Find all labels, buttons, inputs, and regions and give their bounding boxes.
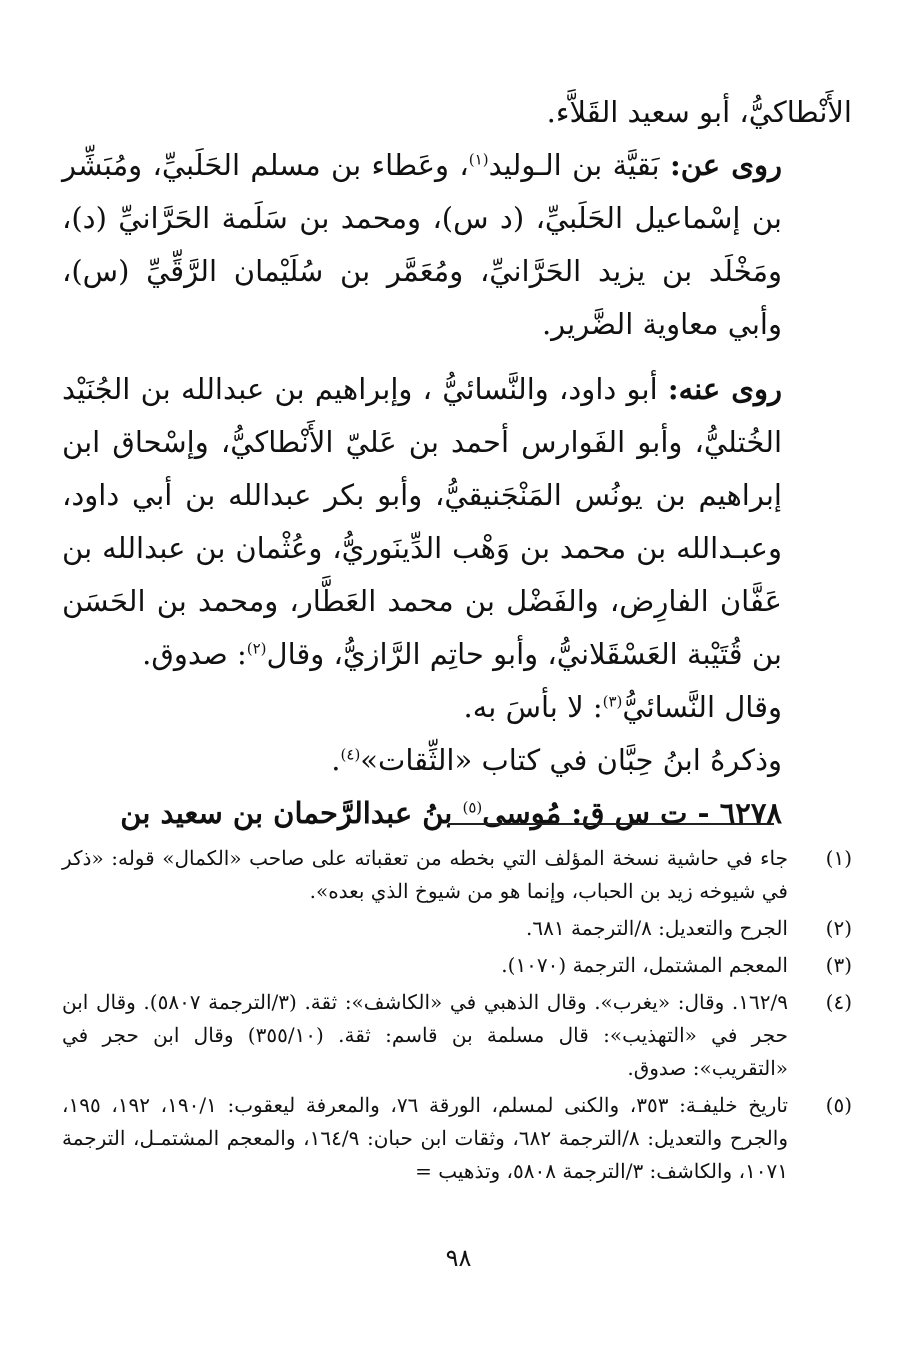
ibn-hibban-text: وذكرهُ ابنُ حِبَّان في كتاب «الثِّقات» bbox=[360, 743, 782, 777]
footnote-number: (٥) bbox=[825, 1093, 852, 1117]
footnote-ref: (١) bbox=[468, 150, 489, 169]
entry-number-and-name: ٦٢٧٨ - ت س ق: مُوسى bbox=[482, 796, 782, 830]
page-number: ٩٨ bbox=[445, 1244, 472, 1272]
footnote-number: (٤) bbox=[825, 990, 852, 1014]
footnote bbox=[62, 912, 852, 945]
footnote-text: جاء في حاشية نسخة المؤلف التي بخطه من تعقباته على صاحب «الكمال» قوله: «ذكر في شيوخه زيد بن الحباب، وإنما هو من شيوخ الذي بعده». bbox=[62, 846, 789, 903]
footnote-text: الجرح والتعديل: ٨/الترجمة ٦٨١. bbox=[526, 916, 788, 940]
intro-text: الأَنْطاكيُّ، أبو سعيد القَلاَّء. bbox=[546, 95, 852, 129]
narrated-by-label: روى عنه: bbox=[667, 372, 782, 406]
footnote-number: (٢) bbox=[825, 916, 852, 940]
footnote-number: (١) bbox=[825, 846, 852, 870]
footnote bbox=[62, 842, 852, 908]
ibn-hibban-end: . bbox=[331, 743, 341, 777]
footnote-number: (٣) bbox=[825, 953, 852, 977]
footnotes bbox=[62, 842, 852, 1192]
footnote-ref: (٥) bbox=[462, 798, 483, 817]
main-text bbox=[62, 86, 852, 840]
footnote-ref: (٢) bbox=[246, 639, 267, 658]
footnote-ref: (٣) bbox=[602, 692, 623, 711]
narrated-from-text-cont: ، وعَطاء بن مسلم الحَلَبيِّ، ومُبَشِّر بن إسْماعيل الحَلَبيِّ، (د س)، ومحمد بن سَلَمة الحَرَّانيِّ (د)، ومَخْلَد بن يزيد الحَرَّانيِّ، ومُعَمَّر بن سُلَيْمان الرَّقِّيِّ (س)، وأبي معاوية الضَّرير. bbox=[62, 148, 782, 341]
narrated-from-text: بَقيَّة بن الـوليد bbox=[488, 148, 660, 182]
narrated-by-text-cont: : صدوق. bbox=[142, 637, 247, 671]
footnote-divider bbox=[448, 823, 774, 825]
footnote-text: تاريخ خليفـة: ٣٥٣، والكنى لمسلم، الورقة ٧٦، والمعرفة ليعقوب: ١٩٠/١، ١٩٢، ١٩٥، والجرح والتعديل: ٨/الترجمة ٦٨٢، وثقات ابن حبان: ١٦٤/٩، والمعجم المشتمـل، الترجمة ١٠٧١، والكاشف: ٣/الترجمة ٥٨٠٨، وتذهيب = bbox=[62, 1093, 788, 1183]
narrated-from-paragraph bbox=[62, 139, 852, 351]
footnote bbox=[62, 949, 852, 982]
entry-heading-line bbox=[62, 787, 852, 840]
narrated-from-label: روى عن: bbox=[669, 148, 783, 182]
nasai-text-cont: : لا بأسَ به. bbox=[463, 690, 603, 724]
ibn-hibban-line bbox=[62, 734, 852, 787]
footnote-text: ١٦٢/٩. وقال: «يغرب». وقال الذهبي في «الكاشف»: ثقة. (٣/الترجمة ٥٨٠٧). وقال ابن حجر في «التهذيب»: قال مسلمة بن قاسم: ثقة. (٣٥٥/١٠) وقال ابن حجر في «التقريب»: صدوق. bbox=[62, 990, 788, 1080]
intro-line bbox=[62, 86, 852, 139]
footnote-ref: (٤) bbox=[340, 745, 361, 764]
footnote bbox=[62, 1089, 852, 1188]
footnote bbox=[62, 986, 852, 1085]
nasai-line bbox=[62, 681, 852, 734]
footnote-text: المعجم المشتمل، الترجمة (١٠٧٠). bbox=[501, 953, 788, 977]
narrated-by-paragraph bbox=[62, 363, 852, 681]
nasai-text: وقال النَّسائيُّ bbox=[622, 690, 782, 724]
narrated-by-text: أبو داود، والنَّسائيُّ ، وإبراهيم بن عبدالله بن الجُنَيْد الخُتليُّ، وأبو الفَوارس أحمد بن عَليّ الأَنْطاكيُّ، وإسْحاق ابن إبراهيم بن يونُس المَنْجَنيقيُّ، وأبو بكر عبدالله بن أبي داود، وعبـدالله بن محمد بن وَهْب الدِّينَوريُّ، وعُثْمان بن عبدالله بن عَفَّان الفارِض، والفَضْل بن محمد العَطَّار، ومحمد بن الحَسَن بن قُتَيْبة العَسْقَلانيُّ، وأبو حاتِم الرَّازيُّ، وقال bbox=[62, 372, 782, 671]
entry-name-cont: بنُ عبدالرَّحمان بن سعيد بن bbox=[120, 796, 463, 830]
